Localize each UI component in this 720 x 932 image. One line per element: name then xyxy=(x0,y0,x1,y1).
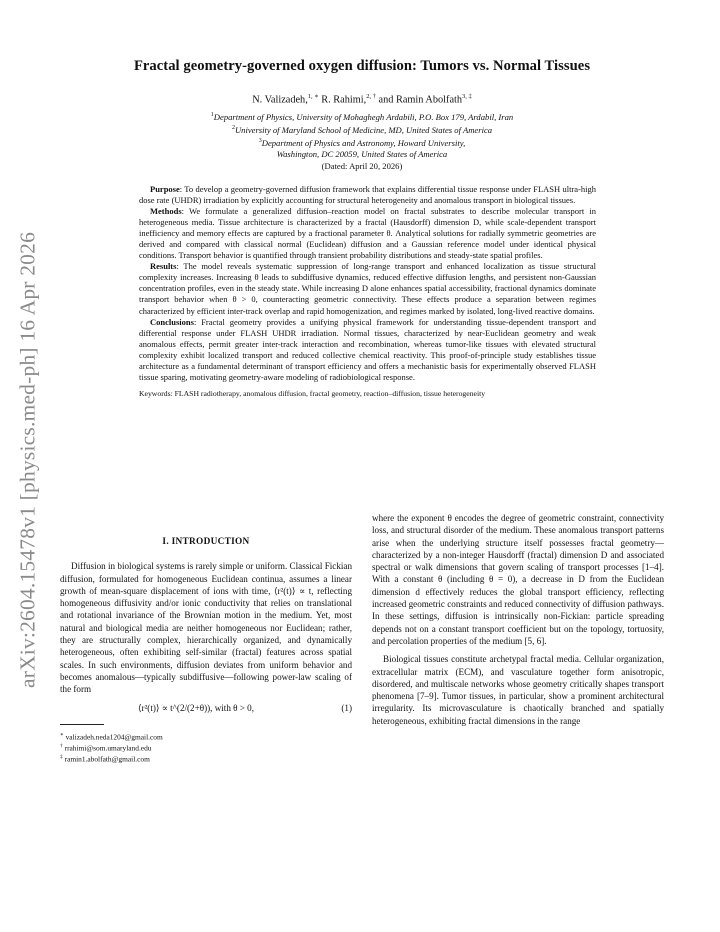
footnote-rule xyxy=(60,724,104,725)
author-mark: 2, † xyxy=(366,93,376,100)
affiliation: $^3$Department of Physics and Astronomy, Howard University, xyxy=(258,138,466,148)
arxiv-stamp-text: arXiv:2604.15478v1 [physics.med-ph] 16 Apr 2026 xyxy=(15,231,40,689)
author-list xyxy=(60,92,664,105)
abstract-methods: Methods: We formulate a generalized diffusion–reaction model on fractal substrates to describe molecular transport in heterogeneous media. Tissue architecture is characterized by a fractal (Hausdorff) dimension D, while scale-dependent transport inefficiency and memory effects are captured by a fractional parameter θ. Analytical solutions for radially symmetric geometries are derived and compared with classical normal (Euclidean) diffusion and a Gaussian reference model under identical physical conditions. Transport behavior is quantified through transient probability distributions and steady-state spatial profiles. xyxy=(139,206,596,261)
abstract xyxy=(139,184,596,383)
arxiv-stamp xyxy=(8,200,48,720)
equation-body: ⟨r²(t)⟩ ∝ t^(2/(2+θ)), with θ > 0, xyxy=(138,702,254,713)
affiliations xyxy=(60,110,664,160)
footnote: † rrahimi@som.umaryland.edu xyxy=(60,743,152,753)
author-mark: 3, ‡ xyxy=(462,93,472,100)
abstract-conclusions: Conclusions: Fractal geometry provides a unifying physical framework for understanding tissue-dependent transport and differential response under FLASH UHDR irradiation. Normal tissues, characterized by near-Euclidean geometry and weak anomalous effects, permit greater inter-track interaction and recombination, whereas tumor-like tissues with elevated structural complexity exhibit localized transport and reduced collective chemical reactivity. This proof-of-principle study establishes tissue architecture as a fundamental determinant of transport efficiency and offers a mechanistic basis for experimentally observed FLASH tissue sparing, motivating geometry-aware modeling of radiobiological response. xyxy=(139,316,596,382)
body-paragraph: where the exponent θ encodes the degree of geometric constraint, connectivity loss, and structural disorder of the medium. These anomalous transport patterns arise when the underlying structure itself possesses fractal geometry—characterized by a non-integer Hausdorff (fractal) dimension D and associated spectral or walk dimensions that govern scaling of transport processes [1–4]. With a constant θ (including θ = 0), a decrease in D from the Euclidean dimension d effectively reduces the global transport efficiency, reflecting increased geometric constraints and reduced connectivity of diffusion pathways. In these settings, diffusion is intrinsically non-Fickian: particle spreading depends not on a constant transport coefficient but on the topology, tortuosity, and percolation properties of the medium [5, 6]. xyxy=(372,513,664,646)
footnote: ‡ ramin1.abolfath@gmail.com xyxy=(60,754,150,764)
intro-paragraph: Diffusion in biological systems is rarely simple or uniform. Classical Fickian diffusion, formulated for homogeneous Euclidean continua, assumes a linear growth of mean-square displacement of ions with time, ⟨r²(t)⟩ ∝ t, reflecting homogeneous diffusivity and/or ionic conductivity that relies on translational and rotational invariance of the Brownian motion in the medium. Yet, most natural and biological media are neither homogeneous nor Euclidean; rather, they are structurally complex, hierarchically organized, and dynamically heterogeneous, often exhibiting self-similar (fractal) features across spatial scales. In such environments, diffusion deviates from uniform behavior and becomes anomalous—typically subdiffusive—following power-law scaling of the form xyxy=(60,561,352,695)
affiliation: $^2$University of Maryland School of Medicine, MD, United States of America xyxy=(231,125,493,136)
equation-1 xyxy=(60,702,352,714)
keywords: Keywords: FLASH radiotherapy, anomalous diffusion, fractal geometry, reaction–diffusion, tissue heterogeneity xyxy=(139,388,486,398)
paper-title: Fractal geometry-governed oxygen diffusion: Tumors vs. Normal Tissues xyxy=(133,58,591,74)
section-heading: I. INTRODUCTION xyxy=(162,537,250,547)
footnote: ∗ valizadeh.neda1204@gmail.com xyxy=(60,731,163,742)
abstract-purpose: Purpose: To develop a geometry-governed diffusion framework that explains differential tissue response under FLASH ultra-high dose rate (UHDR) irradiation by explicitly accounting for structural heterogeneity and anomalous transport in biological tissues. xyxy=(139,184,596,206)
body-paragraph: Biological tissues constitute archetypal fractal media. Cellular organization, extracellular matrix (ECM), and vasculature together form anisotropic, disordered, and multiscale networks whose geometry critically shapes transport phenomena [7–9]. Tumor tissues, in particular, show a prominent architectural irregularity. Its microvasculature is chaotically branched and spatially heterogeneous, exhibiting fractal dimensions in the range xyxy=(372,654,664,726)
author-mark: 1, ∗ xyxy=(307,93,319,100)
author-name: N. Valizadeh, xyxy=(252,94,308,106)
affiliation: $^1$Department of Physics, University of Mohaghegh Ardabili, P.O. Box 179, Ardabil, Iran xyxy=(210,112,514,123)
right-column xyxy=(372,512,664,727)
author-name: R. Rahimi, xyxy=(321,94,367,106)
left-column xyxy=(60,536,352,765)
abstract-results: Results: The model reveals systematic suppression of long-range transport and enhanced localization as tissue structural complexity increases. Increasing θ leads to subdiffusive dynamics, reduced effective diffusion lengths, and persistent non-Gaussian concentration profiles, even in the steady state. While increasing D alone enhances spatial accessibility, fractional dynamics dominate transport behavior when θ > 0, counteracting geometric connectivity. These effects produce a separation between regimes characterized by efficient inter-track overlap and rapid homogenization, and regimes marked by isolated, long-lived reactive domains. xyxy=(139,261,596,316)
date-line: (Dated: April 20, 2026) xyxy=(321,161,403,171)
paper-page xyxy=(60,58,664,764)
author-name: and Ramin Abolfath xyxy=(378,94,463,106)
equation-number: (1) xyxy=(341,702,352,713)
affiliation: Washington, DC 20059, United States of America xyxy=(276,149,448,159)
